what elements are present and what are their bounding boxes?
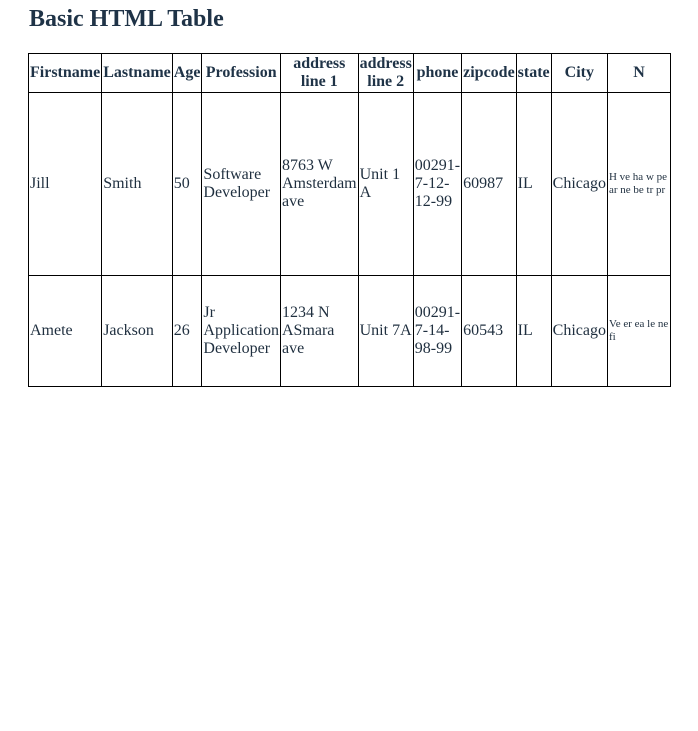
cell-age: 26 xyxy=(172,276,202,387)
header-profession: Profession xyxy=(202,54,281,93)
cell-lastname: Jackson xyxy=(102,276,173,387)
table-body xyxy=(29,93,671,387)
header-lastname: Lastname xyxy=(102,54,173,93)
cell-phone: 00291-7-12-12-99 xyxy=(413,93,461,276)
table-container xyxy=(28,53,669,393)
cell-address-line-1: 1234 N ASmara ave xyxy=(280,276,358,387)
header-phone: phone xyxy=(413,54,461,93)
data-table xyxy=(28,53,671,387)
cell-age: 50 xyxy=(172,93,202,276)
table-row xyxy=(29,93,671,276)
cell-address-line-1: 8763 W Amsterdam ave xyxy=(280,93,358,276)
header-age: Age xyxy=(172,54,202,93)
cell-state: IL xyxy=(516,276,551,387)
cell-zipcode: 60543 xyxy=(462,276,517,387)
header-notes: N xyxy=(607,54,670,93)
cell-address-line-2: Unit 1 A xyxy=(358,93,413,276)
cell-notes-text: Ve er ea le ne fi xyxy=(608,318,669,343)
header-row xyxy=(29,54,671,93)
page-title: Basic HTML Table xyxy=(29,6,224,32)
cell-notes xyxy=(607,276,670,387)
cell-firstname: Jill xyxy=(29,93,102,276)
header-address-line-1: address line 1 xyxy=(280,54,358,93)
cell-firstname: Amete xyxy=(29,276,102,387)
cell-address-line-2: Unit 7A xyxy=(358,276,413,387)
cell-notes-text: H ve ha w pe ar ne be tr pr xyxy=(608,171,668,196)
cell-phone: 00291-7-14-98-99 xyxy=(413,276,461,387)
cell-lastname: Smith xyxy=(102,93,173,276)
cell-profession: Software Developer xyxy=(202,93,281,276)
cell-profession: Jr Application Developer xyxy=(202,276,281,387)
header-zipcode: zipcode xyxy=(462,54,517,93)
header-address-line-2: address line 2 xyxy=(358,54,413,93)
cell-city: Chicago xyxy=(551,93,607,276)
table-header xyxy=(29,54,671,93)
table-row xyxy=(29,276,671,387)
header-city: City xyxy=(551,54,607,93)
cell-city: Chicago xyxy=(551,276,607,387)
header-firstname: Firstname xyxy=(29,54,102,93)
cell-notes xyxy=(607,93,670,276)
cell-zipcode: 60987 xyxy=(462,93,517,276)
header-state: state xyxy=(516,54,551,93)
cell-state: IL xyxy=(516,93,551,276)
